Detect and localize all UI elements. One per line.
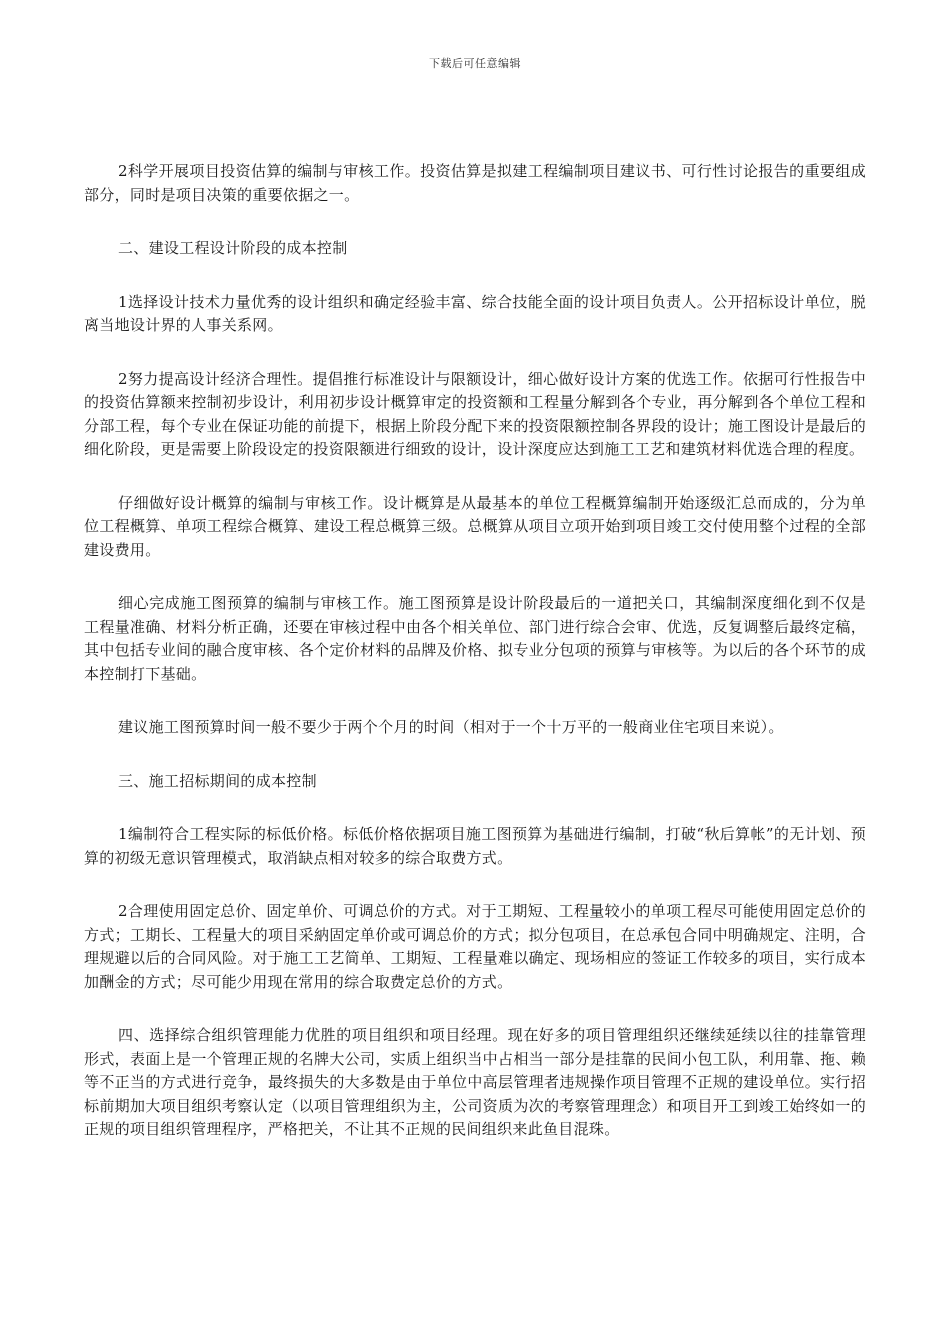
section-heading-bidding-stage: 三、施工招标期间的成本控制 (118, 771, 317, 790)
section-heading-design-stage: 二、建设工程设计阶段的成本控制 (118, 239, 348, 257)
paragraph-construction-budget: 细心完成施工图预算的编制与审核工作。施工图预算是设计阶段最后的一道把关口，其编制深度细化到不仅是工程量准确、材料分析正确，还要在审核过程中由各个相关单位、部门进行综合会审、优选，反复调整后最终定稿，其中包括专业间的融合度审核、各个定价材料的品牌及价格、拟专业分包项的预算与审核等。为以后的各个环节的成本控制打下基础。 (84, 594, 866, 683)
paragraph-project-organization: 四、选择综合组织管理能力优胜的项目组织和项目经理。现在好多的项目管理组织还继续延续以往的挂靠管理形式，表面上是一个管理正规的名牌大公司，实质上组织当中占相当一部分是挂靠的民间小包工队，利用靠、拖、赖等不正当的方式进行竞争，最终损失的大多数是由于单位中高层管理者违规操作项目管理不正规的建设单位。实行招标前期加大项目组织考察认定（以项目管理组织为主，公司资质为次的考察管理理念）和项目开工到竣工始终如一的正规的项目组织管理程序，严格把关，不让其不正规的民间组织来此鱼目混珠。 (84, 1026, 866, 1138)
paragraph-design-team-selection: 1选择设计技术力量优秀的设计组织和确定经验丰富、综合技能全面的设计项目负责人。公开招标设计单位，脱离当地设计界的人事关系网。 (84, 292, 866, 334)
document-body (84, 160, 866, 1172)
paragraph-bid-price: 1编制符合工程实际的标低价格。标低价格依据项目施工图预算为基础进行编制，打破“秋后算帐”的无计划、预算的初级无意识管理模式，取消缺点相对较多的综合取费方式。 (84, 825, 866, 867)
paragraph-investment-estimate: 2科学开展项目投资估算的编制与审核工作。投资估算是拟建工程编制项目建议书、可行性讨论报告的重要组成部分，同时是项目决策的重要依据之一。 (84, 162, 866, 204)
page-header: 下载后可任意编辑 (429, 57, 521, 70)
paragraph-design-economy: 2努力提高设计经济合理性。提倡推行标准设计与限额设计，细心做好设计方案的优选工作。依据可行性报告中的投资估算额来控制初步设计，利用初步设计概算审定的投资额和工程量分解到各个专业，再分解到各个单位工程和分部工程，每个专业在保证功能的前提下，根据上阶段分配下来的投资限额控制各界段的设计；施工图设计是最后的细化阶段，更是需要上阶段设定的投资限额进行细致的设计，设计深度应达到施工工艺和建筑材料优选合理的程度。 (84, 369, 866, 458)
paragraph-design-estimate: 仔细做好设计概算的编制与审核工作。设计概算是从最基本的单位工程概算编制开始逐级汇总而成的，分为单位工程概算、单项工程综合概算、建设工程总概算三级。总概算从项目立项开始到项目竣工交付使用整个过程的全部建设费用。 (84, 493, 866, 559)
paragraph-contract-pricing: 2合理使用固定总价、固定单价、可调总价的方式。对于工期短、工程量较小的单项工程尽可能使用固定总价的方式；工期长、工程量大的项目采納固定单价或可调总价的方式；拟分包项目，在总承包合同中明确规定、注明，合理规避以后的合同风险。对于施工工艺简单、工期短、工程量难以确定、现场相应的签证工作较多的项目，实行成本加酬金的方式；尽可能少用现在常用的综合取费定总价的方式。 (84, 902, 866, 991)
paragraph-budget-time-suggestion: 建议施工图预算时间一般不要少于两个个月的时间（相对于一个十万平的一般商业住宅项目来说）。 (118, 718, 784, 736)
